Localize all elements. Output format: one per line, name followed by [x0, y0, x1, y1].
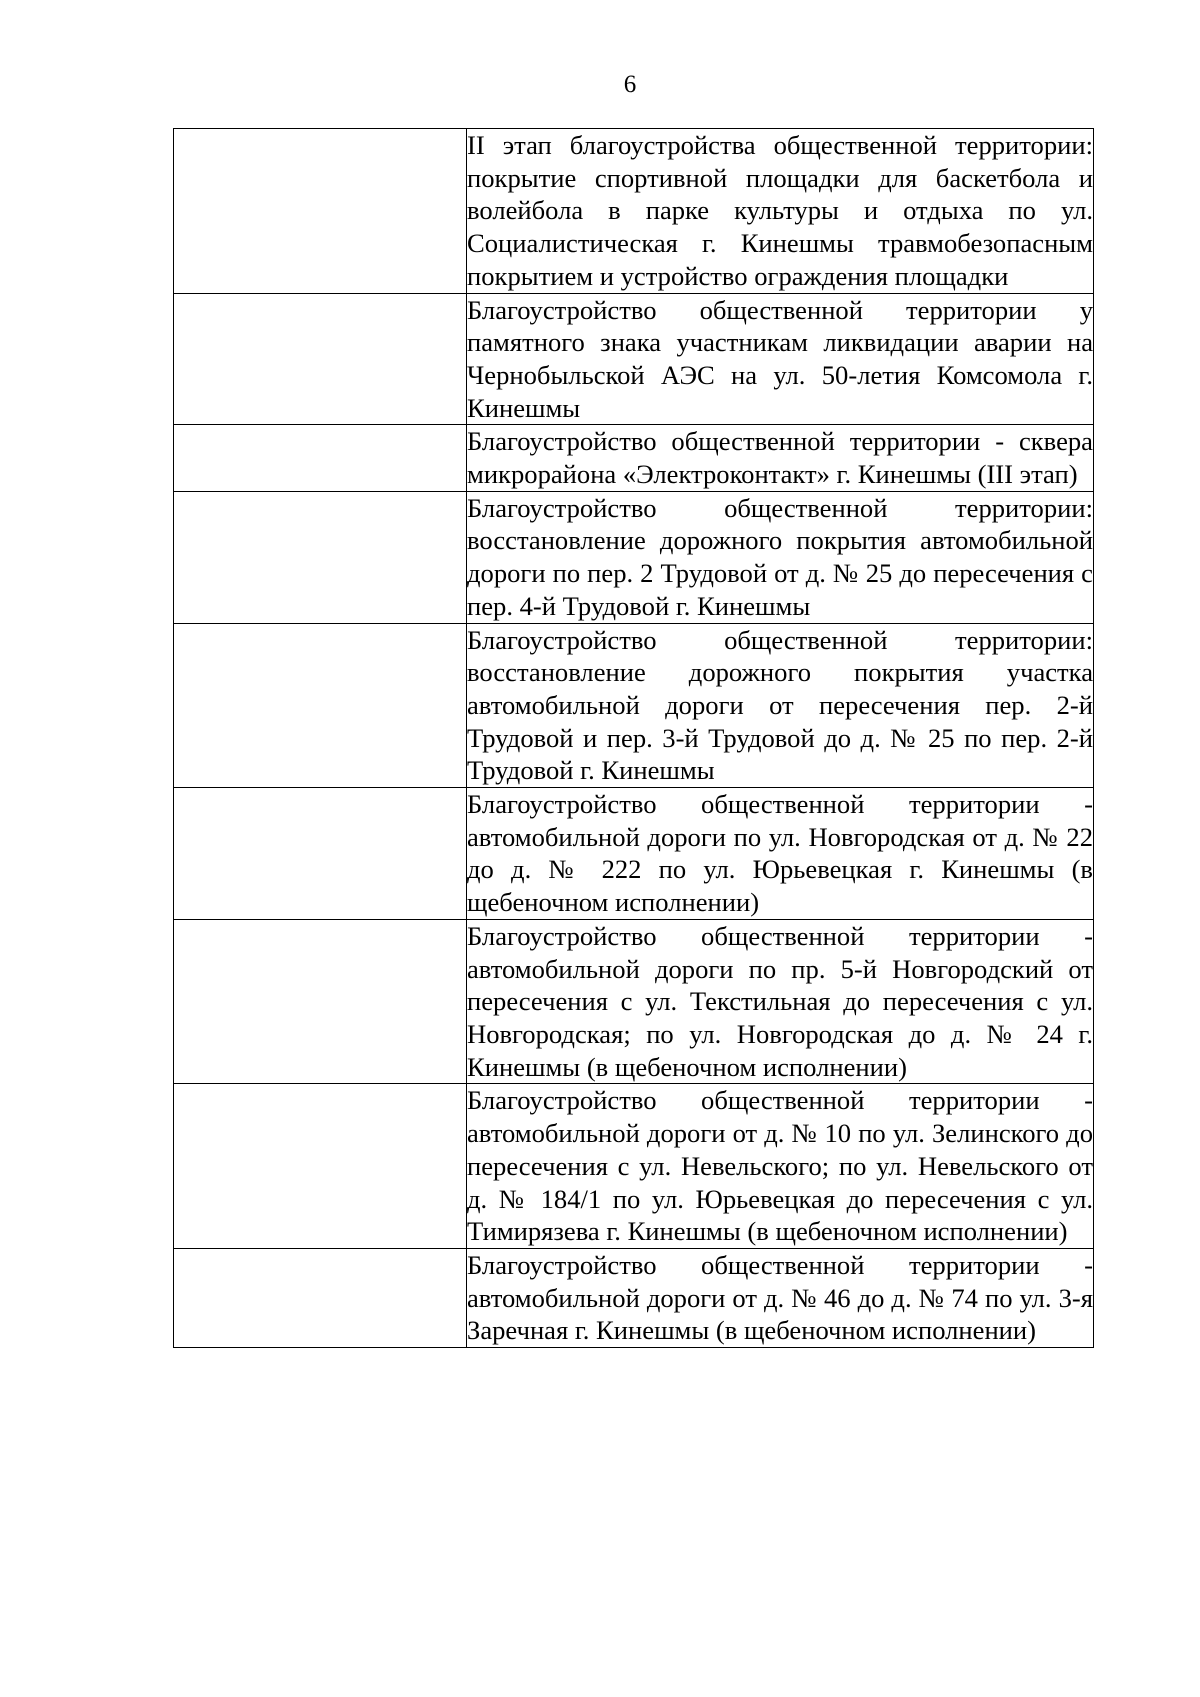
- table-row: [174, 129, 1094, 294]
- document-table: [173, 128, 1094, 1348]
- empty-left-cell: [174, 1084, 467, 1249]
- empty-left-cell: [174, 425, 467, 491]
- empty-left-cell: [174, 788, 467, 920]
- description-cell: [467, 788, 1094, 920]
- description-cell: [467, 919, 1094, 1084]
- table-row: [174, 788, 1094, 920]
- description-cell: [467, 129, 1094, 294]
- description-cell: [467, 425, 1094, 491]
- row-text: II этап благоустройства общественной территории: покрытие спортивной площадки для баскетбола и волейбола в парке культуры и отдыха по ул. Социалистическая г. Кинешмы травмобезопасным покрытием и устройство ограждения площадки: [467, 130, 1093, 291]
- row-text: Благоустройство общественной территории - сквера микрорайона «Электроконтакт» г. Кинешмы (III этап): [467, 426, 1093, 490]
- row-text: Благоустройство общественной территории у памятного знака участникам ликвидации аварии на Чернобыльской АЭС на ул. 50-летия Комсомола г. Кинешмы: [467, 294, 1093, 423]
- description-cell: [467, 623, 1094, 788]
- empty-left-cell: [174, 1248, 467, 1347]
- page-number: 6: [623, 71, 637, 98]
- table-row: [174, 293, 1094, 425]
- table-row: [174, 1248, 1094, 1347]
- empty-left-cell: [174, 293, 467, 425]
- description-cell: [467, 1084, 1094, 1249]
- table-row: [174, 919, 1094, 1084]
- row-text: Благоустройство общественной территории: восстановление дорожного покрытия участка автомобильной дороги от пересечения пер. 2-й Трудовой и пер. 3-й Трудовой до д. № 25 по пер. 2-й Трудовой г. Кинешмы: [467, 624, 1093, 786]
- row-text: Благоустройство общественной территории - автомобильной дороги по пр. 5-й Новгородский от пересечения с ул. Текстильная до пересечения с ул. Новгородская; по ул. Новгородская до д. № 24 г. Кинешмы (в щебеночном исполнении): [467, 920, 1093, 1082]
- empty-left-cell: [174, 491, 467, 623]
- row-text: Благоустройство общественной территории - автомобильной дороги от д. № 46 до д. № 74 по ул. 3-я Заречная г. Кинешмы (в щебеночном исполнении): [467, 1249, 1093, 1346]
- row-text: Благоустройство общественной территории - автомобильной дороги от д. № 10 по ул. Зелинского до пересечения с ул. Невельского; по ул. Невельского от д. № 184/1 по ул. Юрьевецкая до пересечения с ул. Тимирязева г. Кинешмы (в щебеночном исполнении): [467, 1085, 1093, 1247]
- row-text: Благоустройство общественной территории - автомобильной дороги по ул. Новгородская от д. № 22 до д. № 222 по ул. Юрьевецкая г. Кинешмы (в щебеночном исполнении): [467, 789, 1093, 918]
- empty-left-cell: [174, 623, 467, 788]
- table-row: [174, 425, 1094, 491]
- table-row: [174, 623, 1094, 788]
- table-row: [174, 491, 1094, 623]
- description-cell: [467, 491, 1094, 623]
- description-cell: [467, 293, 1094, 425]
- empty-left-cell: [174, 919, 467, 1084]
- description-cell: [467, 1248, 1094, 1347]
- table-row: [174, 1084, 1094, 1249]
- empty-left-cell: [174, 129, 467, 294]
- row-text: Благоустройство общественной территории: восстановление дорожного покрытия автомобильной дороги по пер. 2 Трудовой от д. № 25 до пересечения с пер. 4-й Трудовой г. Кинешмы: [467, 492, 1093, 621]
